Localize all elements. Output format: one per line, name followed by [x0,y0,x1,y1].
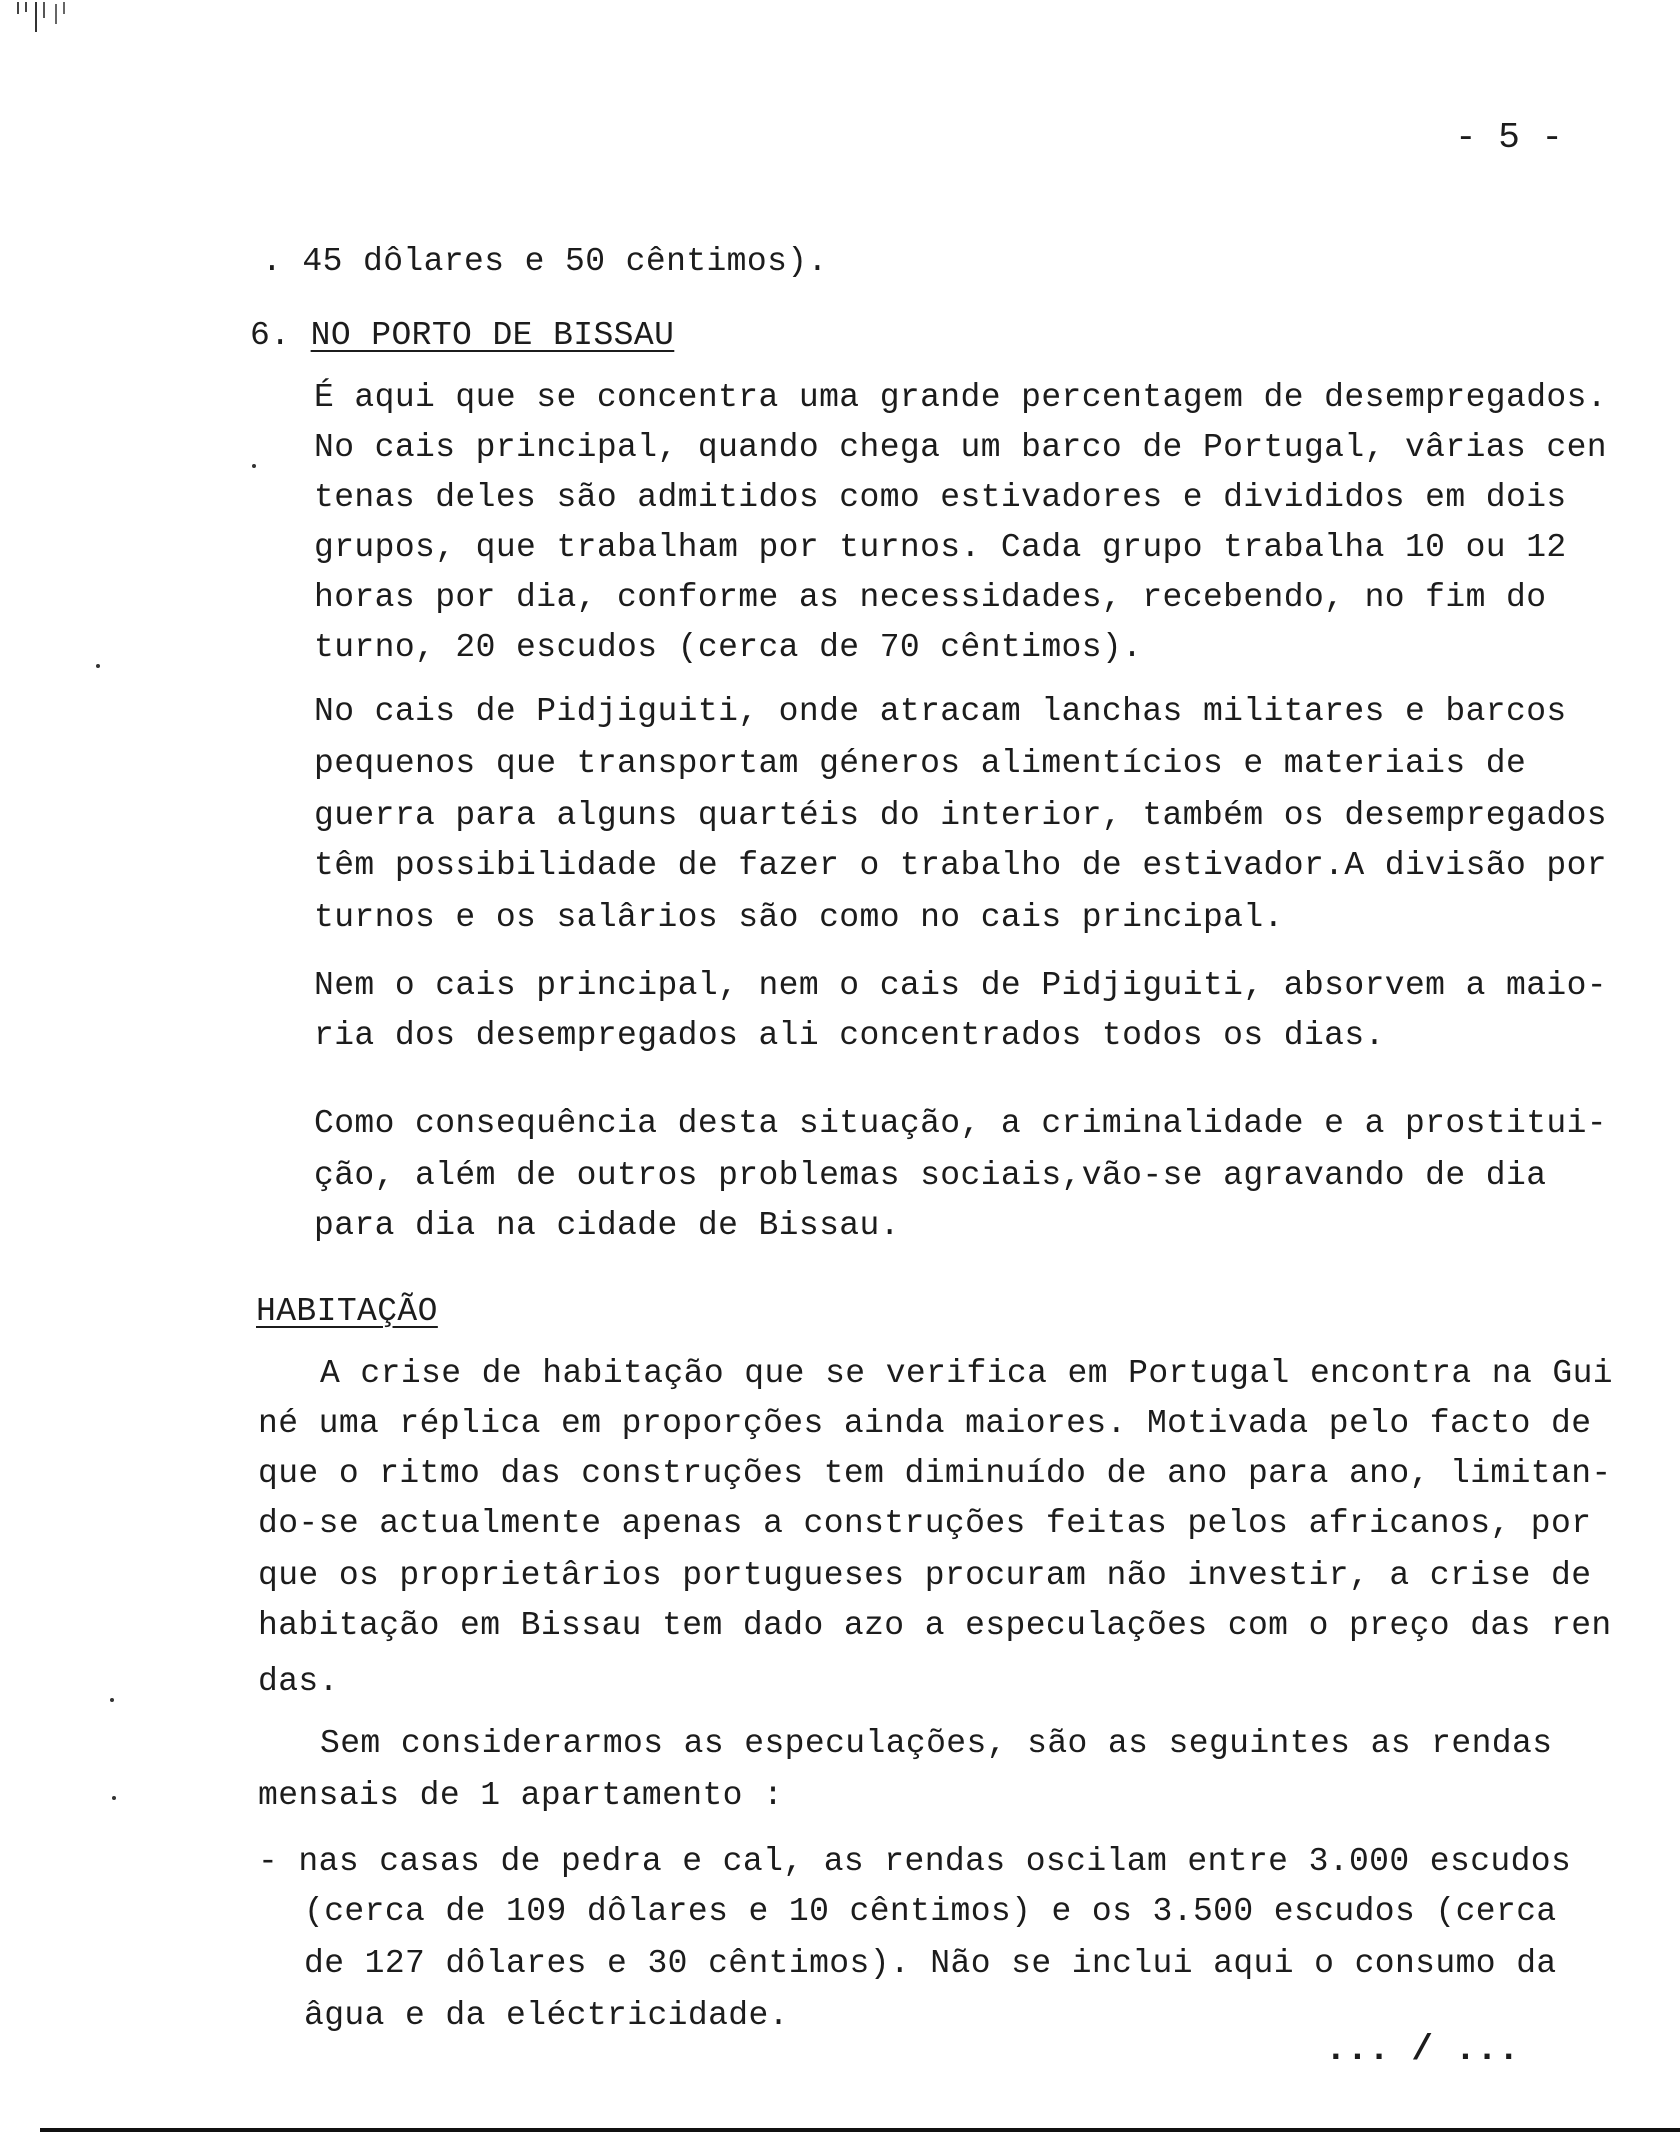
text-line: Nem o cais principal, nem o cais de Pidjiguiti, absorvem a maio- [314,967,1608,1004]
text-line: No cais de Pidjiguiti, onde atracam lanchas militares e barcos [314,693,1567,730]
list-item-line: âgua e da eléctricidade. [304,1997,789,2034]
text-line: É aqui que se concentra uma grande percentagem de desempregados. [314,379,1608,416]
text-line: do-se actualmente apenas a construções feitas pelos africanos, por [258,1505,1592,1542]
bottom-rule [40,2128,1680,2132]
text-line: turno, 20 escudos (cerca de 70 cêntimos). [314,629,1143,666]
text-line: Sem considerarmos as especulações, são as seguintes as rendas [320,1725,1553,1762]
scan-speck [252,464,256,468]
text-line: Como consequência desta situação, a criminalidade e a prostitui- [314,1105,1608,1142]
text-line: . 45 dôlares e 50 cêntimos). [262,243,828,280]
text-line: mensais de 1 apartamento : [258,1777,784,1814]
text-line: ção, além de outros problemas sociais,vão-se agravando de dia [314,1157,1547,1194]
list-item-line: (cerca de 109 dôlares e 10 cêntimos) e os 3.500 escudos (cerca [304,1893,1557,1930]
text-line: A crise de habitação que se verifica em Portugal encontra na Gui [320,1355,1614,1392]
section-title: NO PORTO DE BISSAU [310,317,675,354]
text-line: No cais principal, quando chega um barco de Portugal, vârias cen [314,429,1608,466]
text-line: né uma réplica em proporções ainda maiores. Motivada pelo facto de [258,1405,1592,1442]
list-item-line: - nas casas de pedra e cal, as rendas oscilam entre 3.000 escudos [258,1843,1572,1880]
scan-speck [110,1698,114,1702]
section-heading [250,316,674,356]
text-line: que o ritmo das construções tem diminuído de ano para ano, limitan- [258,1455,1612,1492]
scan-corner-mark [14,0,74,36]
text-line: grupos, que trabalham por turnos. Cada grupo trabalha 10 ou 12 [314,529,1567,566]
text-line: habitação em Bissau tem dado azo a especulações com o preço das ren [258,1607,1612,1644]
scan-speck [96,664,100,668]
text-line: tenas deles são admitidos como estivadores e divididos em dois [314,479,1567,516]
page-number: - 5 - [1455,117,1564,158]
text-line: que os proprietârios portugueses procuram não investir, a crise de [258,1557,1592,1594]
text-line: ria dos desempregados ali concentrados todos os dias. [314,1017,1385,1054]
text-line: das. [258,1663,339,1700]
continuation-marker: ... / ... [1325,2029,1520,2070]
text-line: para dia na cidade de Bissau. [314,1207,900,1244]
list-item-line: de 127 dôlares e 30 cêntimos). Não se inclui aqui o consumo da [304,1945,1557,1982]
section-heading: HABITAÇÃO [256,1293,438,1330]
text-line: turnos e os salârios são como no cais principal. [314,899,1284,936]
text-line: têm possibilidade de fazer o trabalho de estivador.A divisão por [314,847,1608,884]
text-line: pequenos que transportam géneros alimentícios e materiais de [314,745,1527,782]
text-line: horas por dia, conforme as necessidades, recebendo, no fim do [314,579,1547,616]
section-number: 6. [250,317,311,354]
scan-speck [112,1796,116,1800]
text-line: guerra para alguns quartéis do interior, também os desempregados [314,797,1608,834]
